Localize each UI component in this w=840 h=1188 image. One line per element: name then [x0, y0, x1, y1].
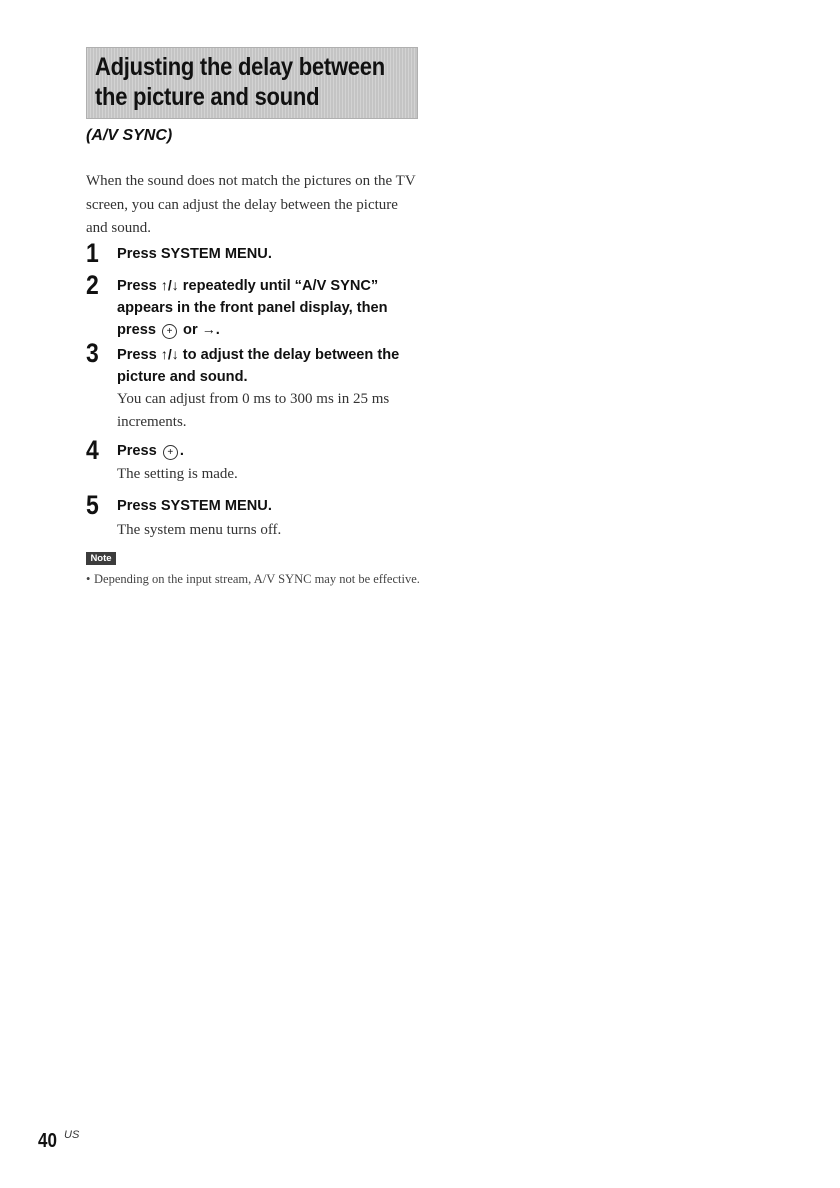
title-banner: [86, 47, 418, 119]
right-arrow-icon: →: [201, 321, 216, 337]
page-number: 40: [38, 1130, 57, 1152]
note-badge: Note: [86, 552, 116, 565]
page-title-line2: the picture and sound: [95, 83, 320, 111]
bullet-icon: •: [86, 572, 91, 586]
step-heading: Press ↑/↓ to adjust the delay between the picture and sound.: [117, 346, 400, 385]
page-region-suffix: US: [64, 1129, 80, 1141]
step-heading: Press SYSTEM MENU.: [117, 498, 272, 514]
up-down-arrows-icon: ↑/↓: [160, 277, 179, 293]
step-number: 2: [86, 270, 99, 300]
step-number: 5: [86, 490, 99, 520]
step-body: You can adjust from 0 ms to 300 ms in 25 ms increments.: [117, 391, 390, 430]
step-number: 4: [86, 435, 99, 465]
intro-paragraph: When the sound does not match the pictures on the TV screen, you can adjust the delay between the picture and sound.: [86, 173, 416, 236]
step-body: The system menu turns off.: [117, 522, 282, 538]
page-title-line1: Adjusting the delay between: [95, 53, 385, 81]
section-subtitle: (A/V SYNC): [86, 127, 173, 144]
enter-circle-icon: +: [162, 324, 177, 339]
enter-circle-icon: +: [163, 445, 178, 460]
up-down-arrows-icon: ↑/↓: [160, 346, 179, 362]
step-number: 1: [86, 238, 99, 268]
step-heading: Press SYSTEM MENU.: [117, 246, 272, 262]
step-number: 3: [86, 338, 99, 368]
step-body: The setting is made.: [117, 466, 238, 482]
step-heading: Press + .: [117, 443, 184, 459]
note-text: • Depending on the input stream, A/V SYNC may not be effective.: [86, 572, 420, 586]
step-heading: Press ↑/↓ repeatedly until “A/V SYNC” appears in the front panel display, then press + or →.: [117, 277, 388, 338]
